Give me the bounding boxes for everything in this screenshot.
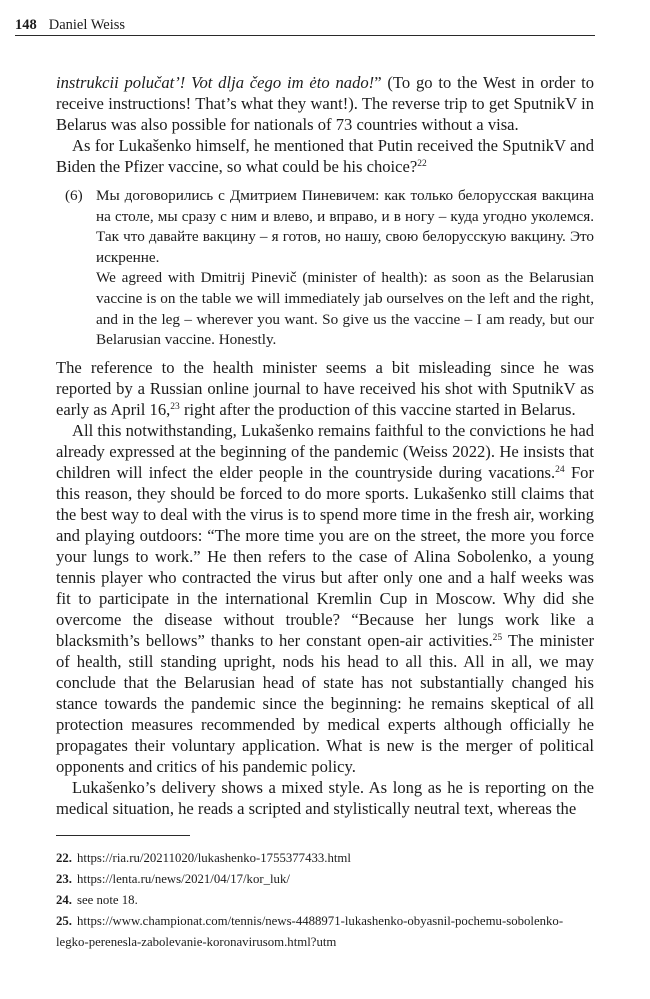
paragraph-2 bbox=[56, 135, 594, 177]
paragraph-3-text-b: right after the production of this vaccine started in Belarus. bbox=[179, 399, 576, 419]
footnote-number: 22. bbox=[56, 851, 72, 865]
footnote-ref-24[interactable]: 24 bbox=[555, 464, 565, 475]
example-body bbox=[96, 186, 594, 351]
footnote-ref-22[interactable]: 22 bbox=[417, 159, 427, 169]
paragraph-4-text-b: For this reason, they should be forced to do more sports. Lukašenko still claims that the best way to deal with the virus is to spend more time in the fresh air, working and playing outdoors: “The more time you are on the street, the more you force your lungs to work.” He then refers to the case of Alina Sobolenko, a young tennis player who contracted the virus but after only one and a half weeks was fit to participate in the international Kremlin Cup in Moscow. Why did she overcome the disease without trouble? “Because her lungs work like a blacksmith’s bellows” thanks to her constant open-air activities. bbox=[56, 462, 595, 650]
footnote-24 bbox=[56, 890, 594, 911]
example-number: (6) bbox=[65, 187, 83, 204]
footnote-link[interactable]: https://www.championat.com/tennis/news-4488971-lukashenko-obyasnil-pochemu-sobolenko-legko-perenesla-zabolevanie-koronavirusom.html?utm bbox=[56, 914, 564, 949]
example-russian-text: Мы договорились с Дмитрием Пиневичем: как только белорусская вакцина на столе, мы сразу с ним и влево, и вправо, и в ногу – куда угодно уколемся. Так что давайте вакцину – я готов, но нашу, свою белорусскую вакцину. Это искренне. bbox=[96, 187, 594, 266]
main-text bbox=[56, 72, 594, 819]
footnote-text: see note 18. bbox=[77, 893, 138, 907]
example-6 bbox=[56, 186, 594, 351]
footnote-separator bbox=[56, 835, 190, 836]
page-number: 148 bbox=[15, 17, 37, 33]
footnote-number: 24. bbox=[56, 893, 72, 907]
paragraph-4 bbox=[56, 420, 594, 777]
running-head-author: Daniel Weiss bbox=[48, 17, 126, 33]
paragraph-3 bbox=[56, 357, 594, 420]
footnote-ref-25[interactable]: 25 bbox=[492, 632, 503, 643]
paragraph-4-text-c: The minister of health, still standing upright, nods his head to all this. All in all, we may conclude that the Belarusian head of state has not substantially changed his stance towards the pandemic since the beginning: he remains skeptical of all protection measures recommended by medical experts although officially he propagates their voluntary application. What is new is the merger of political opponents and critics of his pandemic policy. bbox=[56, 630, 594, 776]
example-english-translation: We agreed with Dmitrij Pinevič (minister of health): as soon as the Belarusian vaccine is on the table we will immediately jab ourselves on the left and the right, and in the leg – wherever you want. So give us the vaccine – I am ready, but our Belarusian vaccine. Honestly. bbox=[96, 269, 594, 349]
footnote-25 bbox=[56, 911, 594, 953]
footnote-number: 23. bbox=[56, 872, 72, 886]
footnote-link[interactable]: https://ria.ru/20211020/lukashenko-1755377433.html bbox=[77, 851, 351, 865]
paragraph-3-text-a: The reference to the health minister seems a bit misleading since he was reported by a Russian online journal to have received his shot with SputnikV as early as April 16, bbox=[56, 357, 594, 419]
footnote-23 bbox=[56, 869, 594, 890]
paragraph-5-text: Lukašenko’s delivery shows a mixed style. As long as he is reporting on the medical situation, he reads a scripted and stylistically neutral text, whereas the bbox=[56, 777, 594, 818]
paragraph-1-text: ” (To go to the West in order to receive instructions! That’s what they want!). The reverse trip to get SputnikV in Belarus was also possible for nationals of 73 countries without a visa. bbox=[56, 73, 594, 134]
paragraph-5 bbox=[56, 777, 594, 819]
running-head bbox=[15, 15, 595, 36]
paragraph-1 bbox=[56, 72, 594, 135]
transliterated-quote: instrukcii polučat’! Vot dlja čego im ėto nado! bbox=[56, 73, 375, 92]
footnotes bbox=[56, 848, 594, 953]
footnote-22 bbox=[56, 848, 594, 869]
footnote-number: 25. bbox=[56, 914, 72, 928]
footnote-ref-23[interactable]: 23 bbox=[170, 401, 180, 412]
footnote-link[interactable]: https://lenta.ru/news/2021/04/17/kor_luk/ bbox=[77, 872, 290, 886]
paragraph-2-text: As for Lukašenko himself, he mentioned that Putin received the SputnikV and Biden the Pfizer vaccine, so what could be his choice? bbox=[56, 136, 594, 176]
paragraph-4-text-a: All this notwithstanding, Lukašenko remains faithful to the convictions he had already expressed at the beginning of the pandemic (Weiss 2022). He insists that children will infect the elder people in the countryside during vacations. bbox=[56, 420, 594, 482]
